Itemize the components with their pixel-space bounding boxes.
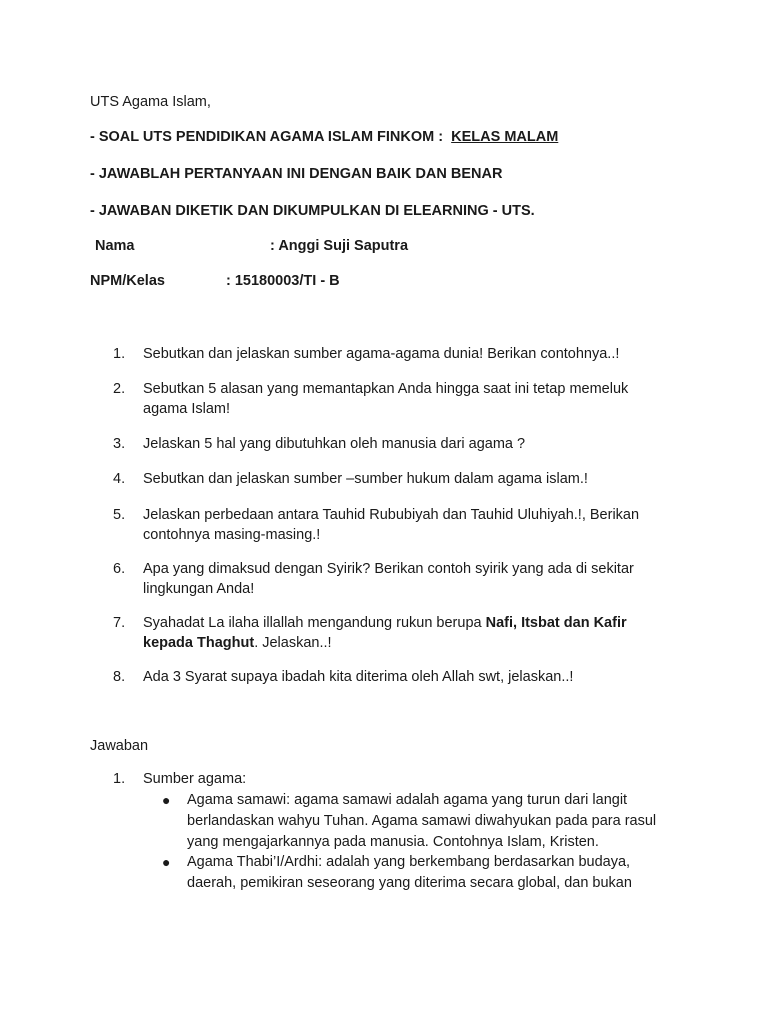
question-item	[90, 667, 690, 687]
header-line-1-prefix: - SOAL UTS PENDIDIKAN AGAMA ISLAM FINKOM :	[90, 129, 452, 145]
question-text-line	[143, 613, 663, 633]
header-line-1	[90, 127, 558, 147]
answer-title: Sumber agama:	[143, 771, 247, 787]
answer-bullet-line: yang mengajarkannya pada manusia. Contohnya Islam, Kristen.	[187, 834, 599, 850]
question-text	[143, 379, 663, 419]
question-item	[90, 344, 690, 364]
question-item	[90, 505, 690, 545]
question-text: Jelaskan 5 hal yang dibutuhkan oleh manusia dari agama ?	[143, 436, 526, 452]
question-item	[90, 379, 690, 419]
nama-label: Nama	[95, 238, 135, 254]
question-number: 6.	[113, 561, 126, 577]
npm-label: NPM/Kelas	[90, 273, 165, 289]
question-number: 8.	[113, 669, 126, 685]
question-text: Sebutkan dan jelaskan sumber –sumber hukum dalam agama islam.!	[143, 471, 588, 487]
question-text	[143, 613, 663, 653]
answer-bullet-line: Agama samawi: agama samawi adalah agama yang turun dari langit	[187, 792, 628, 808]
answer-bullet-line: Agama Thabi’I/Ardhi: adalah yang berkembang berdasarkan budaya,	[187, 854, 631, 870]
question-text-plain: . Jelaskan..!	[254, 635, 332, 651]
question-text: Sebutkan dan jelaskan sumber agama-agama dunia! Berikan contohnya..!	[143, 346, 620, 362]
question-number: 3.	[113, 436, 126, 452]
answer-item	[90, 769, 246, 789]
question-text	[143, 559, 663, 599]
answer-bullet	[142, 852, 682, 894]
question-text-line: Apa yang dimaksud dengan Syirik? Berikan contoh syirik yang ada di sekitar	[143, 561, 634, 577]
question-number: 1.	[113, 346, 126, 362]
question-text-line: Sebutkan 5 alasan yang memantapkan Anda hingga saat ini tetap memeluk	[143, 381, 629, 397]
question-text-plain: Syahadat La ilaha illallah mengandung rukun berupa	[143, 615, 486, 631]
nama-value: : Anggi Suji Saputra	[270, 238, 409, 254]
answer-bullet-line: berlandaskan wahyu Tuhan. Agama samawi diwahyukan pada para rasul	[187, 813, 657, 829]
question-text-line	[143, 633, 663, 653]
question-number: 5.	[113, 507, 126, 523]
question-text-line: agama Islam!	[143, 401, 231, 417]
document-title: UTS Agama Islam,	[90, 94, 211, 110]
question-item	[90, 469, 690, 489]
question-number: 2.	[113, 381, 126, 397]
question-item	[90, 559, 690, 599]
question-text	[143, 505, 663, 545]
question-text-line: contohnya masing-masing.!	[143, 527, 321, 543]
question-item	[90, 613, 690, 653]
question-text-line: lingkungan Anda!	[143, 581, 255, 597]
npm-value: : 15180003/TI - B	[226, 273, 340, 289]
question-number: 7.	[113, 615, 126, 631]
question-text-line: Jelaskan perbedaan antara Tauhid Rububiyah dan Tauhid Uluhiyah.!, Berikan	[143, 507, 640, 523]
question-number: 4.	[113, 471, 126, 487]
question-text-bold: kepada Thaghut	[143, 635, 255, 651]
question-text-bold: Nafi, Itsbat dan Kafir	[485, 615, 627, 631]
answer-number: 1.	[113, 771, 126, 787]
question-text: Ada 3 Syarat supaya ibadah kita diterima oleh Allah swt, jelaskan..!	[143, 669, 574, 685]
answer-bullet-line: daerah, pemikiran seseorang yang diterima secara global, dan bukan	[187, 875, 632, 891]
header-line-2: - JAWABLAH PERTANYAAN INI DENGAN BAIK DAN BENAR	[90, 166, 503, 182]
bullet-icon: ●	[162, 854, 171, 870]
header-line-3: - JAWABAN DIKETIK DAN DIKUMPULKAN DI ELEARNING - UTS.	[90, 203, 535, 219]
answer-bullet-text	[187, 852, 682, 894]
header-line-1-class: KELAS MALAM	[451, 129, 559, 145]
bullet-icon: ●	[162, 792, 171, 808]
answer-bullet	[142, 790, 682, 853]
answers-heading: Jawaban	[90, 738, 149, 754]
answer-bullet-text	[187, 790, 682, 853]
question-item	[90, 434, 690, 454]
